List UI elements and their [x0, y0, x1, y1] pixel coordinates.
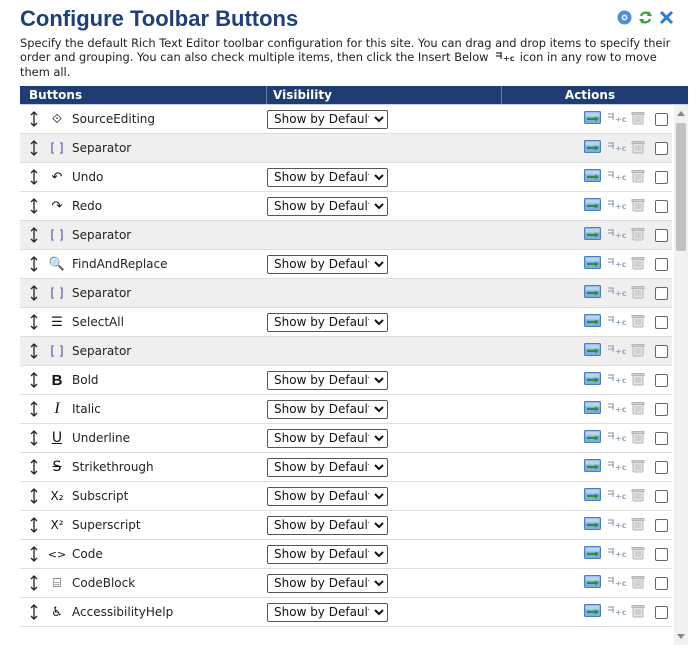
drag-handle-icon[interactable] [26, 459, 42, 475]
button-label: Separator [72, 141, 132, 155]
superscript-icon: X² [50, 518, 64, 532]
drag-handle-icon[interactable] [26, 343, 42, 359]
row-checkbox[interactable] [655, 316, 668, 329]
table-row[interactable] [20, 598, 672, 627]
visibility-select[interactable] [267, 545, 388, 564]
insert-below-icon[interactable] [607, 257, 625, 271]
insert-below-icon[interactable] [607, 344, 625, 358]
close-icon[interactable] [659, 10, 674, 25]
button-cell [20, 400, 267, 418]
visibility-cell [267, 255, 502, 274]
move-icon[interactable] [584, 372, 601, 388]
drag-handle-icon[interactable] [26, 546, 42, 562]
table-row[interactable] [20, 308, 672, 337]
move-icon[interactable] [584, 430, 601, 446]
table-row[interactable] [20, 337, 672, 366]
refresh-icon[interactable] [638, 10, 653, 25]
toolbar-buttons-grid [20, 86, 688, 645]
svg-text:+c: +c [615, 318, 627, 327]
separator-icon: [ ] [50, 286, 64, 300]
row-checkbox[interactable] [655, 345, 668, 358]
description-text-end: icon in any row to move them all. [20, 50, 657, 79]
insert-below-icon[interactable] [607, 170, 625, 184]
row-checkbox[interactable] [655, 374, 668, 387]
drag-handle-icon[interactable] [26, 314, 42, 330]
table-row[interactable] [20, 366, 672, 395]
button-label: Subscript [72, 489, 129, 503]
button-cell [20, 459, 267, 475]
move-icon[interactable] [584, 314, 601, 330]
delete-icon[interactable] [631, 111, 645, 128]
row-checkbox[interactable] [655, 287, 668, 300]
table-row[interactable] [20, 105, 672, 134]
strikethrough-icon: S [52, 459, 62, 475]
table-row[interactable] [20, 192, 672, 221]
button-label: CodeBlock [72, 576, 136, 590]
insert-below-icon[interactable] [607, 141, 625, 155]
row-checkbox[interactable] [655, 490, 668, 503]
button-cell [20, 372, 267, 389]
table-row[interactable] [20, 424, 672, 453]
table-row[interactable] [20, 279, 672, 308]
actions-cell [502, 459, 672, 476]
visibility-select[interactable] [267, 458, 388, 477]
page-title: Configure Toolbar Buttons [20, 6, 299, 31]
visibility-select[interactable] [267, 487, 388, 506]
delete-icon[interactable] [631, 169, 645, 186]
drag-handle-icon[interactable] [26, 488, 42, 504]
actions-cell [502, 314, 672, 331]
actions-cell [502, 430, 672, 447]
row-checkbox[interactable] [655, 461, 668, 474]
row-checkbox[interactable] [655, 229, 668, 242]
visibility-select[interactable] [267, 313, 388, 332]
delete-icon[interactable] [631, 227, 645, 244]
drag-handle-icon[interactable] [26, 256, 42, 272]
rows-container [20, 105, 688, 627]
actions-cell [502, 372, 672, 389]
delete-icon[interactable] [631, 343, 645, 360]
insert-below-icon[interactable] [607, 518, 625, 532]
svg-text:+c: +c [503, 53, 515, 63]
delete-icon[interactable] [631, 604, 645, 621]
delete-icon[interactable] [631, 430, 645, 447]
insert-below-icon[interactable] [607, 431, 625, 445]
delete-icon[interactable] [631, 140, 645, 157]
description [20, 36, 675, 79]
button-label: Code [72, 547, 103, 561]
actions-cell [502, 198, 672, 215]
drag-handle-icon[interactable] [26, 169, 42, 185]
find-replace-icon: 🔍 [48, 256, 66, 272]
insert-below-icon[interactable] [607, 199, 625, 213]
actions-cell [502, 111, 672, 128]
button-label: SourceEditing [72, 112, 156, 126]
visibility-select[interactable] [267, 110, 388, 129]
button-cell [20, 546, 267, 562]
delete-icon[interactable] [631, 256, 645, 273]
visibility-select[interactable] [267, 429, 388, 448]
vertical-scrollbar[interactable] [674, 105, 688, 645]
button-label: Italic [72, 402, 101, 416]
row-checkbox[interactable] [655, 606, 668, 619]
column-header-actions: Actions [564, 88, 616, 102]
table-row[interactable] [20, 395, 672, 424]
insert-below-icon[interactable] [607, 315, 625, 329]
actions-cell [502, 546, 672, 563]
drag-handle-icon[interactable] [26, 140, 42, 156]
svg-text:+c: +c [615, 289, 627, 298]
visibility-select[interactable] [267, 400, 388, 419]
scroll-down-arrow[interactable] [677, 634, 685, 639]
button-cell [20, 169, 267, 185]
table-row[interactable] [20, 221, 672, 250]
actions-cell [502, 575, 672, 592]
separator-icon: [ ] [50, 344, 64, 358]
svg-text:+c: +c [615, 231, 627, 240]
visibility-cell [267, 458, 502, 477]
actions-cell [502, 488, 672, 505]
move-icon[interactable] [584, 575, 601, 591]
button-cell [20, 140, 267, 156]
insert-below-icon[interactable] [607, 402, 625, 416]
drag-handle-icon[interactable] [26, 227, 42, 243]
visibility-cell [267, 487, 502, 506]
button-cell [20, 430, 267, 446]
visibility-select[interactable] [267, 574, 388, 593]
separator-icon: [ ] [50, 228, 64, 242]
button-cell [20, 488, 267, 504]
move-icon[interactable] [584, 517, 601, 533]
visibility-cell [267, 545, 502, 564]
row-checkbox[interactable] [655, 403, 668, 416]
button-label: Redo [72, 199, 103, 213]
insert-below-icon[interactable] [607, 228, 625, 242]
visibility-select[interactable] [267, 603, 388, 622]
row-checkbox[interactable] [655, 548, 668, 561]
delete-icon[interactable] [631, 401, 645, 418]
visibility-select[interactable] [267, 516, 388, 535]
drag-handle-icon[interactable] [26, 401, 42, 417]
table-row[interactable] [20, 134, 672, 163]
drag-handle-icon[interactable] [26, 111, 42, 127]
delete-icon[interactable] [631, 198, 645, 215]
visibility-cell [267, 313, 502, 332]
row-checkbox[interactable] [655, 171, 668, 184]
move-icon[interactable] [584, 459, 601, 475]
button-cell [20, 256, 267, 272]
help-icon[interactable] [617, 10, 632, 25]
delete-icon[interactable] [631, 575, 645, 592]
insert-below-icon[interactable] [607, 576, 625, 590]
move-icon[interactable] [584, 285, 601, 301]
table-row[interactable] [20, 453, 672, 482]
delete-icon[interactable] [631, 546, 645, 563]
button-cell [20, 517, 267, 533]
scroll-thumb[interactable] [676, 123, 686, 251]
column-header-buttons[interactable]: Buttons [20, 86, 267, 104]
insert-below-icon[interactable] [607, 605, 625, 619]
move-icon[interactable] [584, 604, 601, 620]
svg-text:+c: +c [615, 521, 627, 530]
row-checkbox[interactable] [655, 577, 668, 590]
delete-icon[interactable] [631, 459, 645, 476]
insert-below-icon[interactable] [607, 489, 625, 503]
actions-cell [502, 227, 672, 244]
visibility-select[interactable] [267, 168, 388, 187]
source-editing-icon: ⟐ [51, 111, 63, 127]
insert-below-icon[interactable] [607, 460, 625, 474]
visibility-cell [267, 429, 502, 448]
drag-handle-icon[interactable] [26, 198, 42, 214]
move-icon[interactable] [584, 256, 601, 272]
table-row[interactable] [20, 163, 672, 192]
row-checkbox[interactable] [655, 113, 668, 126]
button-cell [20, 575, 267, 591]
svg-text:+c: +c [615, 260, 627, 269]
visibility-cell [267, 516, 502, 535]
table-row[interactable] [20, 569, 672, 598]
table-row[interactable] [20, 482, 672, 511]
visibility-cell [267, 400, 502, 419]
button-label: Separator [72, 286, 132, 300]
subscript-icon: X₂ [50, 489, 64, 503]
row-checkbox[interactable] [655, 519, 668, 532]
drag-handle-icon[interactable] [26, 604, 42, 620]
visibility-cell [267, 574, 502, 593]
svg-text:+c: +c [615, 173, 627, 182]
table-row[interactable] [20, 511, 672, 540]
insert-below-icon[interactable] [607, 286, 625, 300]
grid-body [20, 105, 688, 645]
bold-icon: B [51, 371, 63, 389]
table-row[interactable] [20, 250, 672, 279]
button-label: Underline [72, 431, 130, 445]
move-icon[interactable] [584, 343, 601, 359]
svg-text:+c: +c [615, 115, 627, 124]
svg-text:+c: +c [615, 579, 627, 588]
move-icon[interactable] [584, 198, 601, 214]
delete-icon[interactable] [631, 285, 645, 302]
visibility-select[interactable] [267, 371, 388, 390]
grid-header [20, 86, 688, 105]
underline-icon: U [51, 430, 63, 446]
insert-below-icon [495, 51, 513, 65]
insert-below-icon[interactable] [607, 373, 625, 387]
scroll-up-arrow[interactable] [677, 111, 685, 116]
svg-text:+c: +c [615, 202, 627, 211]
visibility-cell [267, 603, 502, 622]
actions-cell [502, 256, 672, 273]
row-checkbox[interactable] [655, 432, 668, 445]
drag-handle-icon[interactable] [26, 575, 42, 591]
visibility-cell [267, 371, 502, 390]
delete-icon[interactable] [631, 488, 645, 505]
undo-icon: ↶ [51, 169, 63, 185]
accessibility-help-icon: ♿ [51, 604, 63, 620]
drag-handle-icon[interactable] [26, 372, 42, 388]
code-icon: <> [47, 547, 67, 561]
table-row[interactable] [20, 540, 672, 569]
insert-below-icon[interactable] [607, 547, 625, 561]
button-label: Undo [72, 170, 104, 184]
insert-below-icon[interactable] [607, 112, 625, 126]
button-cell [20, 198, 267, 214]
move-icon[interactable] [584, 401, 601, 417]
svg-text:+c: +c [615, 492, 627, 501]
visibility-select[interactable] [267, 197, 388, 216]
button-cell [20, 285, 267, 301]
select-all-icon: ☰ [51, 314, 63, 330]
move-icon[interactable] [584, 140, 601, 156]
move-icon[interactable] [584, 111, 601, 127]
drag-handle-icon[interactable] [26, 517, 42, 533]
button-label: AccessibilityHelp [72, 605, 174, 619]
button-label: Separator [72, 228, 132, 242]
button-cell [20, 227, 267, 243]
header-actions [617, 10, 674, 25]
column-header-visibility[interactable]: Visibility [267, 86, 502, 104]
move-icon[interactable] [584, 546, 601, 562]
actions-cell [502, 517, 672, 534]
row-checkbox[interactable] [655, 200, 668, 213]
row-checkbox[interactable] [655, 258, 668, 271]
delete-icon[interactable] [631, 517, 645, 534]
button-cell [20, 314, 267, 330]
button-cell [20, 111, 267, 127]
svg-text:+c: +c [615, 550, 627, 559]
svg-text:+c: +c [615, 405, 627, 414]
button-label: Strikethrough [72, 460, 154, 474]
drag-handle-icon[interactable] [26, 285, 42, 301]
actions-cell [502, 401, 672, 418]
visibility-cell [267, 197, 502, 216]
actions-cell [502, 343, 672, 360]
button-label: Separator [72, 344, 132, 358]
button-cell [20, 343, 267, 359]
move-icon[interactable] [584, 227, 601, 243]
move-icon[interactable] [584, 169, 601, 185]
visibility-select[interactable] [267, 255, 388, 274]
actions-cell [502, 169, 672, 186]
button-label: Bold [72, 373, 99, 387]
visibility-cell [267, 168, 502, 187]
svg-text:+c: +c [615, 463, 627, 472]
page-header [0, 0, 696, 79]
button-cell [20, 604, 267, 620]
svg-text:+c: +c [615, 434, 627, 443]
actions-cell [502, 604, 672, 621]
svg-text:+c: +c [615, 144, 627, 153]
drag-handle-icon[interactable] [26, 430, 42, 446]
code-block-icon: ⌸ [53, 575, 61, 591]
redo-icon: ↷ [51, 198, 63, 214]
delete-icon[interactable] [631, 314, 645, 331]
svg-text:+c: +c [615, 376, 627, 385]
separator-icon: [ ] [50, 141, 64, 155]
move-icon[interactable] [584, 488, 601, 504]
visibility-cell [267, 110, 502, 129]
actions-cell [502, 285, 672, 302]
actions-cell [502, 140, 672, 157]
button-label: FindAndReplace [72, 257, 168, 271]
row-checkbox[interactable] [655, 142, 668, 155]
button-label: SelectAll [72, 315, 124, 329]
description-text: Specify the default Rich Text Editor toolbar configuration for this site. You can drag and drop items to specify their order and grouping. You can also check multiple items, then click the Insert Below [20, 36, 671, 64]
svg-text:+c: +c [615, 608, 627, 617]
italic-icon: I [54, 400, 60, 417]
button-label: Superscript [72, 518, 141, 532]
delete-icon[interactable] [631, 372, 645, 389]
svg-text:+c: +c [615, 347, 627, 356]
